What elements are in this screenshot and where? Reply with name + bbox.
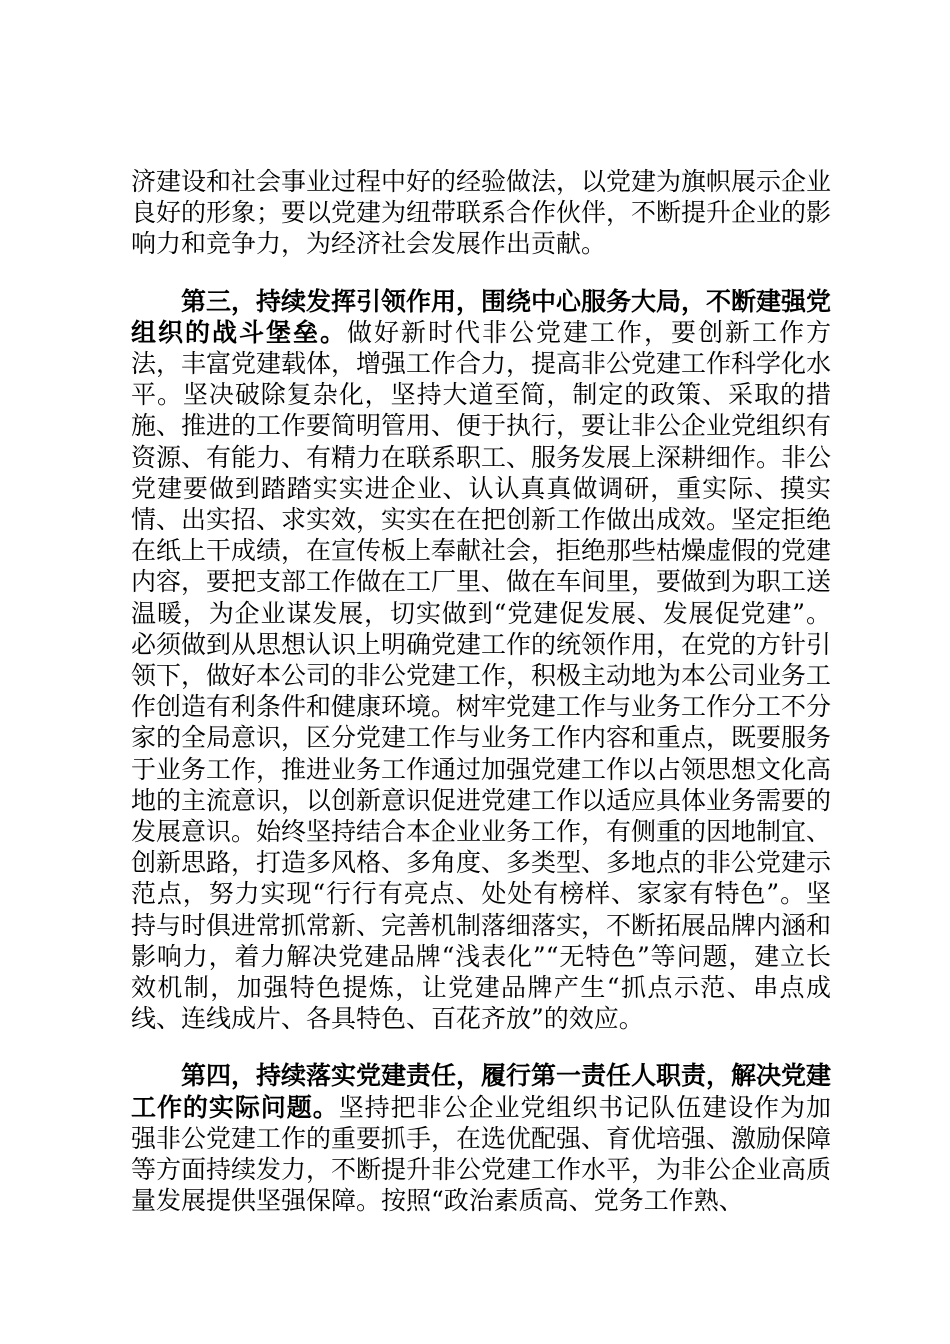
paragraph-gap bbox=[131, 1034, 831, 1060]
paragraph-body: 坚持把非公企业党组织书记队伍建设作为加强非公党建工作的重要抓手，在选优配强、育优培强、激励保障等方面持续发力，不断提升非公党建工作水平，为非公企业高质量发展提供坚强保障。按照“政治素质高、党务工作熟、 bbox=[131, 1092, 832, 1216]
paragraph-body: 做好新时代非公党建工作，要创新工作方法，丰富党建载体，增强工作合力，提高非公党建工作科学化水平。坚决破除复杂化，坚持大道至简，制定的政策、采取的措施、推进的工作要简明管用、便于执行，要让非公企业党组织有资源、有能力、有精力在联系职工、服务发展上深耕细作。非公党建要做到踏踏实实进企业、认认真真做调研，重实际、摸实情、出实招、求实效，实实在在把创新工作做出成效。坚定拒绝在纸上干成绩，在宣传板上奉献社会，拒绝那些枯燥虚假的党建内容，要把支部工作做在工厂里、做在车间里，要做到为职工送温暖，为企业谋发展，切实做到“党建促发展、发展促党建”。必须做到从思想认识上明确党建工作的统领作用，在党的方针引领下，做好本公司的非公党建工作，积极主动地为本公司业务工作创造有利条件和健康环境。树牢党建工作与业务工作分工不分家的全局意识，区分党建工作与业务工作内容和重点，既要服务于业务工作，推进业务工作通过加强党建工作以占领思想文化高地的主流意识，以创新意识促进党建工作以适应具体业务需要的发展意识。始终坚持结合本企业业务工作，有侧重的因地制宜、创新思路，打造多风格、多角度、多类型、多地点的非公党建示范点，努力实现“行行有亮点、处处有榜样、家家有特色”。坚持与时俱进常抓常新、完善机制落细落实，不断拓展品牌内涵和影响力，着力解决党建品牌“浅表化”“无特色”等问题，建立长效机制，加强特色提炼，让党建品牌产生“抓点示范、串点成线、连线成片、各具特色、百花齐放”的效应。 bbox=[131, 317, 832, 1034]
document-page bbox=[131, 166, 831, 1217]
paragraph-body: 济建设和社会事业过程中好的经验做法，以党建为旗帜展示企业良好的形象；要以党建为纽带联系合作伙伴，不断提升企业的影响力和竞争力，为经济社会发展作出贡献。 bbox=[131, 167, 832, 259]
paragraph-third bbox=[131, 286, 831, 1035]
paragraph-continuation bbox=[131, 166, 831, 260]
paragraph-lead: 第四，持续落实党建责任，履行第一责任人职责，解决党建工作的实际问题。 bbox=[131, 1061, 832, 1122]
paragraph-fourth bbox=[131, 1060, 831, 1216]
paragraph-lead: 第三，持续发挥引领作用，围绕中心服务大局，不断建强党组织的战斗堡垒。 bbox=[131, 286, 832, 347]
paragraph-gap bbox=[131, 260, 831, 286]
